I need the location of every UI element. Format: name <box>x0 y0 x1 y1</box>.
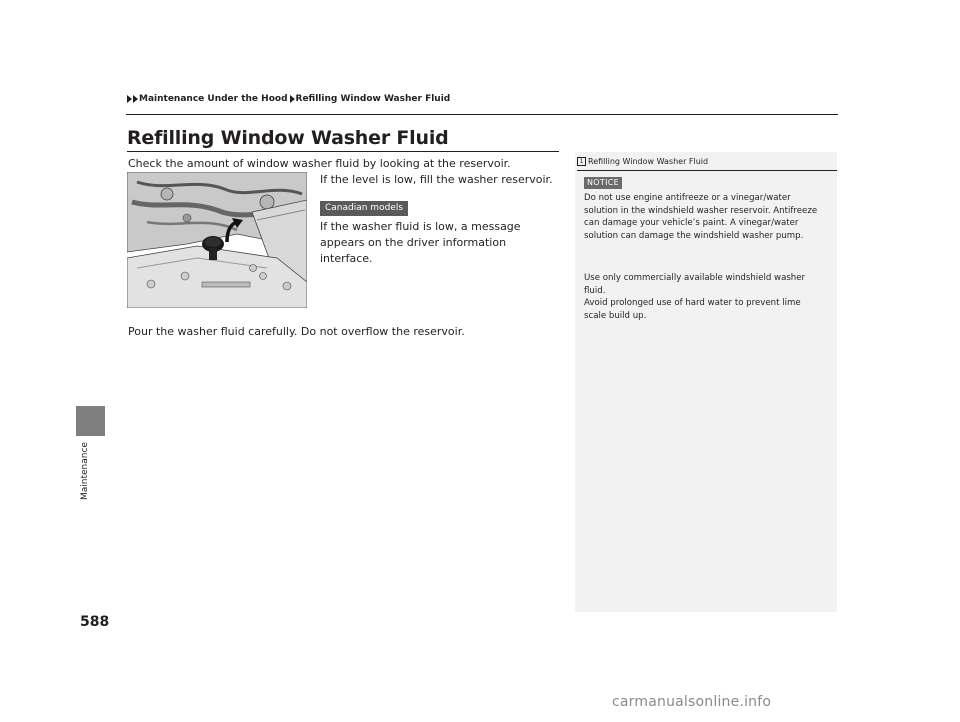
note-reference-icon: 1 <box>577 157 586 166</box>
breadcrumb-item-maintenance-under-hood[interactable]: Maintenance Under the Hood <box>139 94 288 104</box>
breadcrumb-item-refilling-washer-fluid[interactable]: Refilling Window Washer Fluid <box>295 94 451 104</box>
chapter-tab-marker <box>76 406 105 436</box>
breadcrumb <box>127 94 450 104</box>
header-rule <box>126 114 838 115</box>
arrow-right-icon <box>290 95 295 103</box>
usage-paragraph <box>584 272 824 322</box>
title-rule <box>127 151 559 152</box>
notice-paragraph: Do not use engine antifreeze or a vinegar/water solution in the windshield washer reservoir. Antifreeze can damage your vehicle’s paint. A vinegar/water solution can damage the windshield washer pump. <box>584 193 818 241</box>
engine-bay-drawing <box>127 172 307 308</box>
chapter-tab-label: Maintenance <box>80 442 90 500</box>
watermark: carmanualsonline.info <box>612 694 772 710</box>
pour-carefully-paragraph: Pour the washer fluid carefully. Do not overflow the reservoir. <box>128 325 465 338</box>
canadian-models-badge: Canadian models <box>320 201 408 216</box>
usage-line-hard-water: Avoid prolonged use of hard water to prevent lime scale build up. <box>584 298 801 321</box>
low-fluid-message-note: If the washer fluid is low, a message appears on the driver information interface. <box>320 220 521 265</box>
arrow-right-icon <box>133 95 138 103</box>
arrow-right-icon <box>127 95 132 103</box>
notes-heading-text: Refilling Window Washer Fluid <box>588 157 709 166</box>
intro-paragraph: Check the amount of window washer fluid by looking at the reservoir. <box>128 157 511 170</box>
notes-heading <box>577 157 708 166</box>
washer-reservoir-illustration <box>127 172 307 308</box>
level-low-instruction: If the level is low, fill the washer reservoir. <box>320 173 553 186</box>
notes-rule <box>577 170 837 171</box>
section-title: Refilling Window Washer Fluid <box>127 127 449 149</box>
page-number: 588 <box>80 614 110 630</box>
usage-line-commercial-fluid: Use only commercially available windshield washer fluid. <box>584 273 806 296</box>
notice-badge: NOTICE <box>584 177 622 189</box>
